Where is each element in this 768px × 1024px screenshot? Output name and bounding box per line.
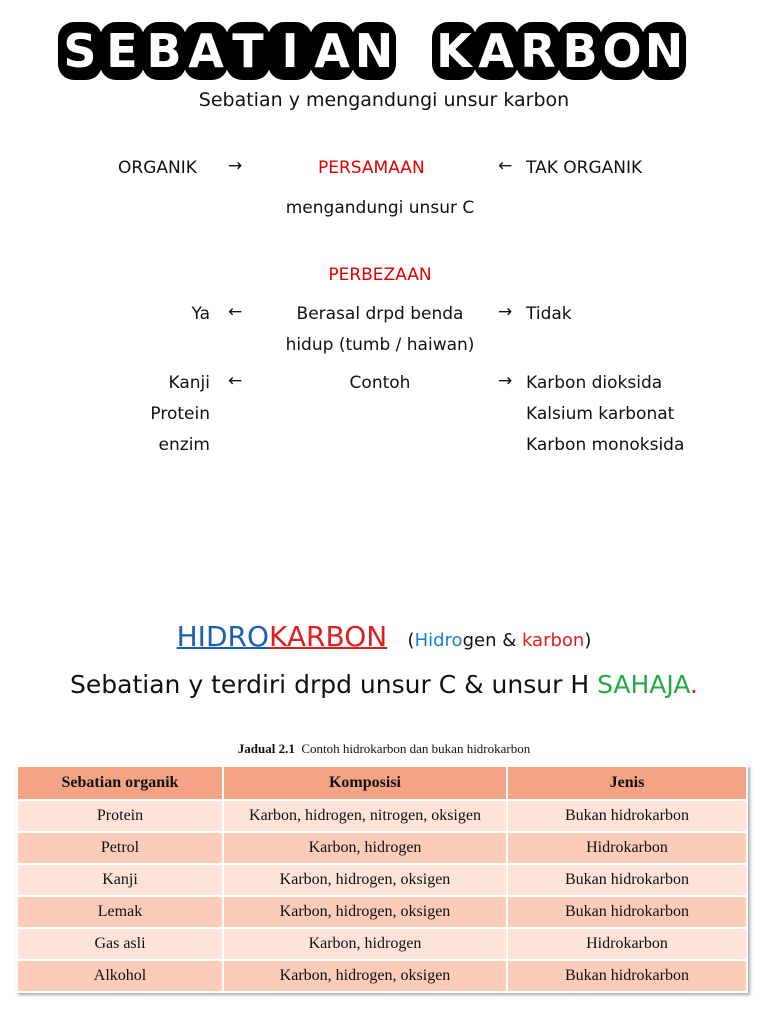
hydrocarbon-table — [16, 765, 748, 993]
table-cell: Karbon, hidrogen — [223, 928, 507, 960]
title-letter: R — [516, 22, 560, 80]
title-letter: T — [226, 22, 270, 80]
title-letter: B — [142, 22, 186, 80]
perbezaan-label: PERBEZAAN — [328, 265, 432, 285]
arrow-left-icon: ← — [228, 302, 243, 322]
table-cell: Hidrokarbon — [507, 832, 747, 864]
hydrocarbon-definition: Sebatian y terdiri drpd unsur C & unsur H SAHAJA. — [70, 670, 698, 699]
title-letter: E — [100, 22, 144, 80]
table-header-row — [17, 766, 747, 800]
table-cell: Karbon, hidrogen, oksigen — [223, 896, 507, 928]
table-caption: Jadual 2.1 Contoh hidrokarbon dan bukan hidrokarbon — [237, 741, 531, 756]
table-cell: Hidrokarbon — [507, 928, 747, 960]
title-paren: (Hidrogen & karbon) — [407, 630, 592, 651]
table-header: Jenis — [507, 766, 747, 800]
arrow-right-icon: → — [498, 371, 513, 391]
title-letter: O — [600, 22, 644, 80]
example-right: Karbon monoksida — [526, 435, 685, 455]
table-cell: Protein — [17, 800, 223, 832]
title-letter: A — [474, 22, 518, 80]
subtitle: Sebatian y mengandungi unsur karbon — [198, 89, 570, 111]
example-left: Protein — [150, 404, 210, 424]
table-cell: Bukan hidrokarbon — [507, 864, 747, 896]
title-hidro: HIDRO — [176, 620, 269, 653]
title-letter: I — [268, 22, 312, 80]
persamaan-label: PERSAMAAN — [318, 158, 425, 178]
table-header: Sebatian organik — [17, 766, 223, 800]
title-letter: K — [432, 22, 476, 80]
table-row — [17, 864, 747, 896]
title-letter: N — [352, 22, 396, 80]
persamaan-text: mengandungi unsur C — [285, 198, 475, 218]
tak-organik-header: TAK ORGANIK — [526, 158, 643, 178]
table-cell: Bukan hidrokarbon — [507, 800, 747, 832]
table-row — [17, 928, 747, 960]
example-right: Kalsium karbonat — [526, 404, 675, 424]
table-cell: Alkohol — [17, 960, 223, 992]
arrow-right-icon: → — [228, 156, 243, 176]
title-letter: S — [58, 22, 102, 80]
title-letter: A — [184, 22, 228, 80]
origin-line2: hidup (tumb / haiwan) — [285, 335, 475, 355]
table-row — [17, 800, 747, 832]
table-cell: Bukan hidrokarbon — [507, 896, 747, 928]
table-cell: Karbon, hidrogen, nitrogen, oksigen — [223, 800, 507, 832]
page-title — [58, 22, 708, 82]
origin-no: Tidak — [526, 304, 572, 324]
title-letter: A — [310, 22, 354, 80]
table-cell: Petrol — [17, 832, 223, 864]
arrow-left-icon: ← — [498, 156, 513, 176]
table-cell: Kanji — [17, 864, 223, 896]
arrow-left-icon: ← — [228, 371, 243, 391]
organik-header: ORGANIK — [118, 158, 197, 178]
table-cell: Karbon, hidrogen — [223, 832, 507, 864]
table-cell: Gas asli — [17, 928, 223, 960]
table-row — [17, 896, 747, 928]
hydrocarbon-title — [0, 620, 768, 653]
origin-yes: Ya — [191, 304, 210, 324]
table-cell: Lemak — [17, 896, 223, 928]
table-cell: Karbon, hidrogen, oksigen — [223, 960, 507, 992]
example-left: Kanji — [168, 373, 210, 393]
table-row — [17, 832, 747, 864]
table-cell: Karbon, hidrogen, oksigen — [223, 864, 507, 896]
example-left: enzim — [158, 435, 210, 455]
title-karbon: KARBON — [269, 620, 388, 653]
table-header: Komposisi — [223, 766, 507, 800]
example-right: Karbon dioksida — [526, 373, 663, 393]
origin-line1: Berasal drpd benda — [296, 304, 464, 324]
title-letter: B — [558, 22, 602, 80]
arrow-right-icon: → — [498, 302, 513, 322]
table-cell: Bukan hidrokarbon — [507, 960, 747, 992]
title-letter: N — [642, 22, 686, 80]
example-label: Contoh — [349, 373, 411, 393]
table-row — [17, 960, 747, 992]
